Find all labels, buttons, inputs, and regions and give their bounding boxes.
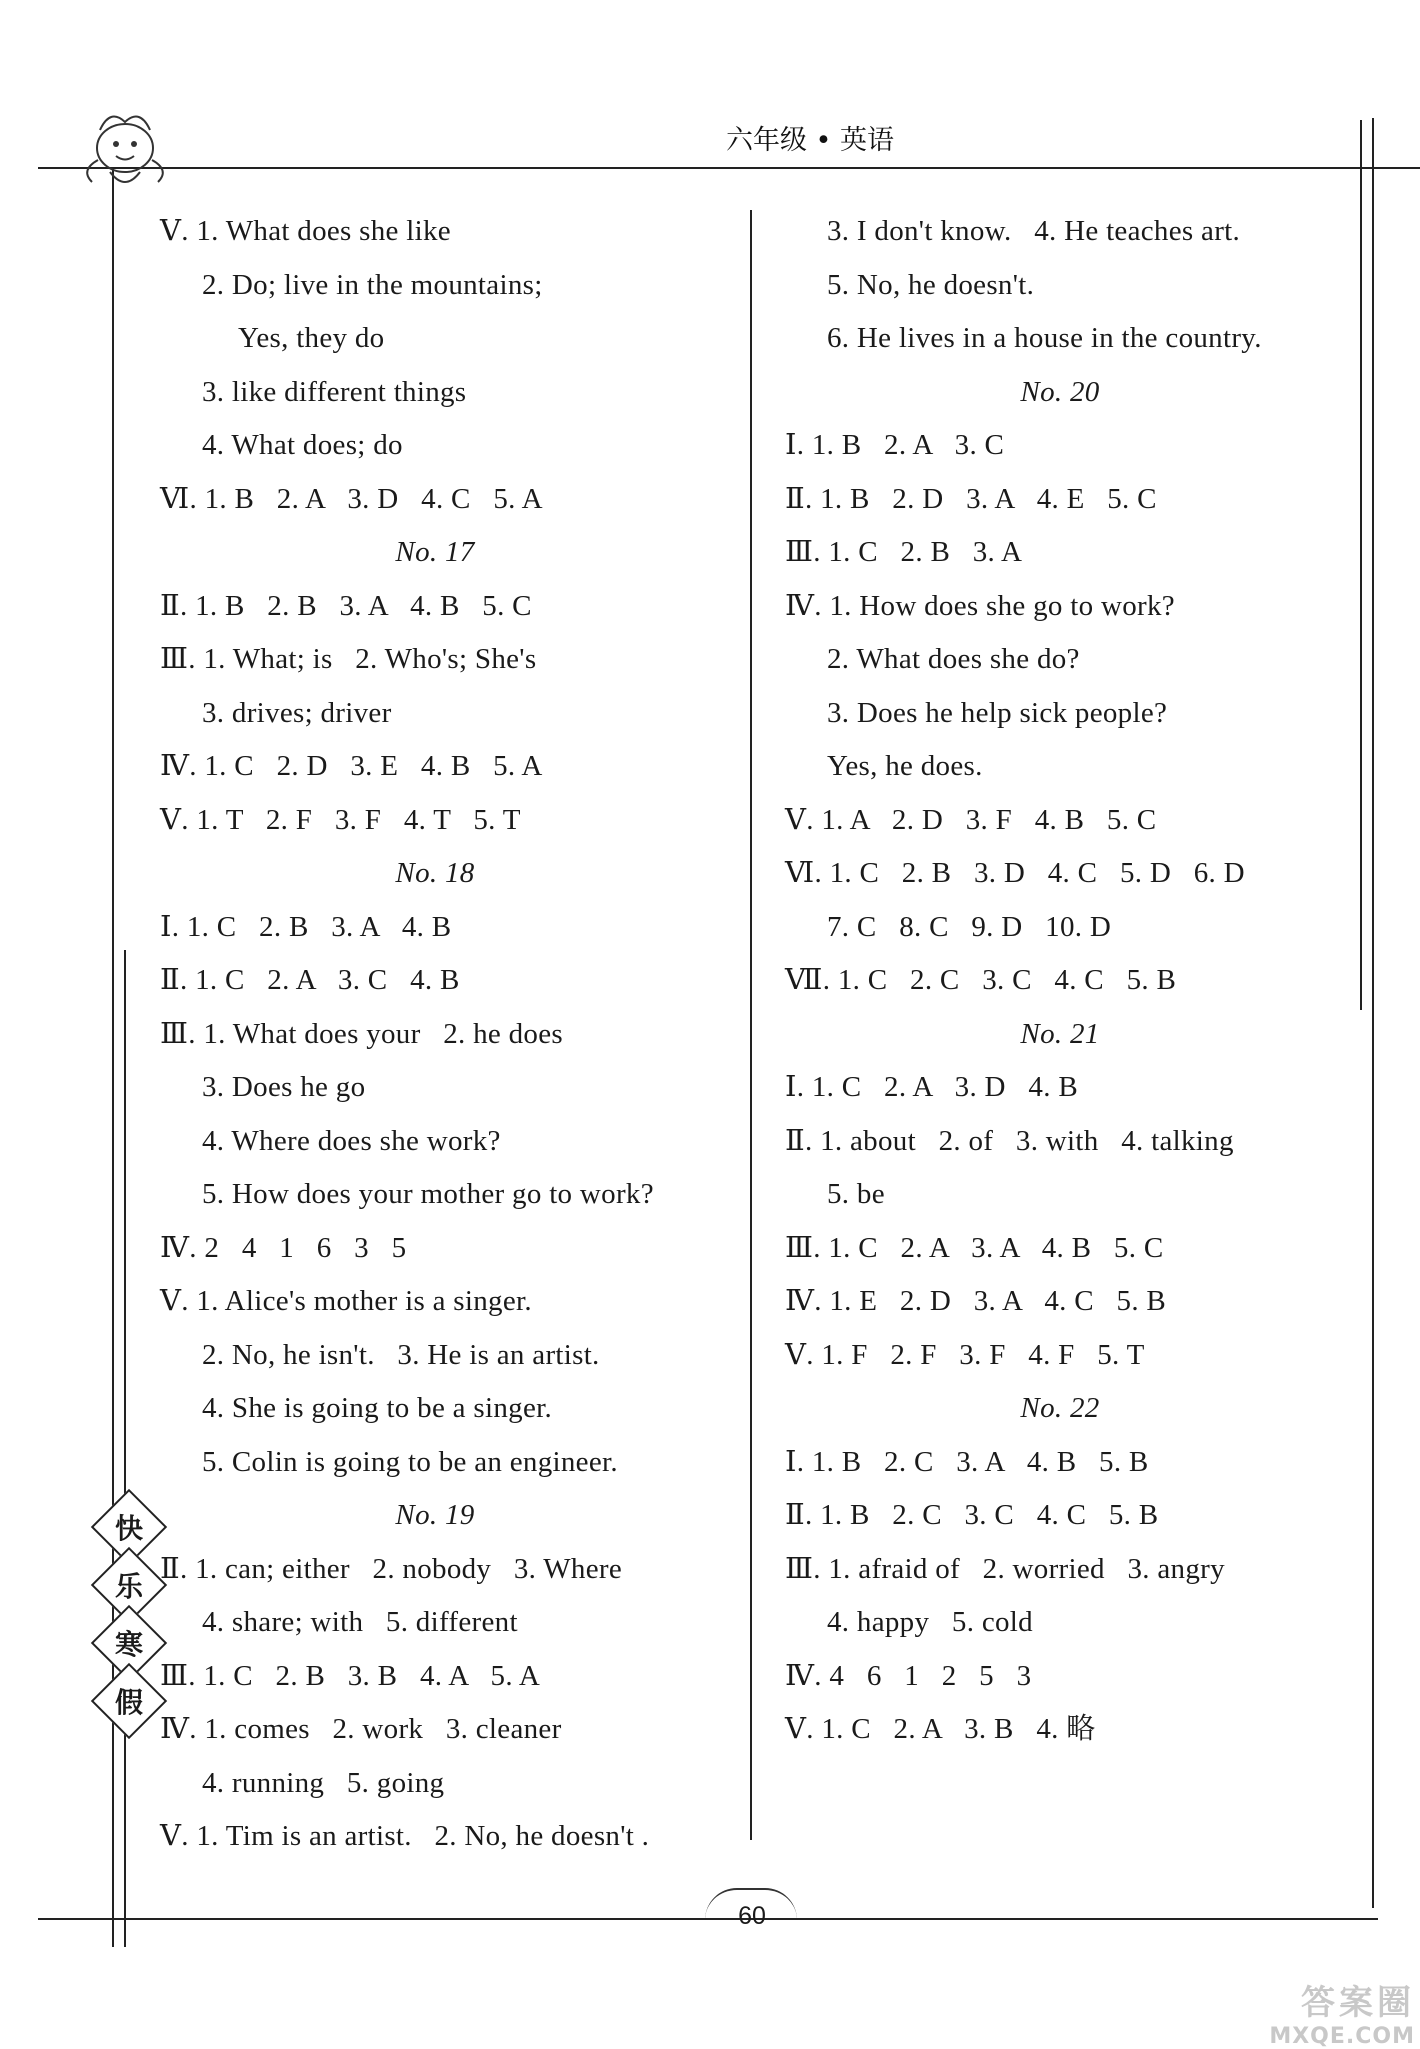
answer-line: Ⅴ. 1. F 2. F 3. F 4. F 5. T [785,1338,1145,1371]
answer-line: 4. share; with 5. different [202,1606,518,1638]
section-heading: No. 20 [1020,375,1100,408]
answer-line: Ⅴ. 1. Tim is an artist. 2. No, he doesn't . [160,1820,650,1852]
answer-line: 5. How does your mother go to work? [202,1178,654,1210]
side-badge: 假 [91,1663,167,1739]
header-title: 六年级 • 英语 [725,125,895,156]
side-badges [92,1500,172,1732]
answer-line: 5. Colin is going to be an engineer. [202,1445,618,1478]
answer-line: Ⅴ. 1. C 2. A 3. B 4. 略 [785,1713,1096,1745]
answer-line: 2. Do; live in the mountains; [202,268,543,301]
answer-line: Ⅲ. 1. C 2. B 3. A [785,536,1023,568]
answer-line: Ⅴ. 1. What does she like [160,215,451,247]
answer-line: Ⅱ. 1. B 2. D 3. A 4. E 5. C [785,482,1157,515]
left-margin-rule-inner [124,950,126,1947]
answer-line: Ⅲ. 1. afraid of 2. worried 3. angry [785,1552,1225,1585]
answer-line: Ⅱ. 1. C 2. A 3. C 4. B [160,964,460,996]
answer-line: Ⅱ. 1. B 2. B 3. A 4. B 5. C [160,589,532,622]
side-badge: 寒 [91,1605,167,1681]
answer-line: 3. Does he go [202,1071,366,1103]
answer-line: Yes, he does. [827,750,983,782]
answer-line: 6. He lives in a house in the country. [827,322,1262,354]
answer-line: Ⅵ. 1. C 2. B 3. D 4. C 5. D 6. D [785,857,1245,889]
answer-line: 2. No, he isn't. 3. He is an artist. [202,1338,600,1371]
answer-line: Yes, they do [238,322,385,354]
answer-line: Ⅴ. 1. Alice's mother is a singer. [160,1285,532,1317]
section-heading: No. 18 [395,857,475,889]
answer-line: Ⅰ. 1. B 2. C 3. A 4. B 5. B [785,1445,1149,1478]
header-rule [38,167,1420,169]
section-heading: No. 17 [395,536,475,568]
answer-line: 4. What does; do [202,429,403,461]
answer-line: Ⅳ. 1. comes 2. work 3. cleaner [160,1713,562,1745]
answer-line: Ⅳ. 1. E 2. D 3. A 4. C 5. B [785,1285,1167,1317]
answer-line: 2. What does she do? [827,643,1080,675]
answer-line: 4. She is going to be a singer. [202,1392,553,1424]
answer-column-left [160,205,750,1864]
answer-line: 4. happy 5. cold [827,1606,1033,1638]
answer-line: Ⅳ. 1. How does she go to work? [785,589,1175,622]
page-number: 60 [738,1902,766,1930]
answer-line: Ⅲ. 1. What does your 2. he does [160,1017,563,1050]
answer-column-right [785,205,1375,1757]
answer-line: Ⅳ. 1. C 2. D 3. E 4. B 5. A [160,750,543,782]
side-badge: 快 [91,1489,167,1565]
section-heading: No. 22 [1020,1392,1100,1424]
answer-line: 5. be [827,1178,885,1210]
answer-line: Ⅵ. 1. B 2. A 3. D 4. C 5. A [160,482,543,515]
watermark [1190,1975,1415,2049]
answer-line: Ⅰ. 1. C 2. B 3. A 4. B [160,910,452,943]
answer-line: Ⅲ. 1. What; is 2. Who's; She's [160,643,537,675]
side-badge: 乐 [91,1547,167,1623]
answer-line: 3. drives; driver [202,696,392,729]
answer-line: Ⅰ. 1. B 2. A 3. C [785,429,1005,461]
section-heading: No. 19 [395,1499,475,1531]
answer-line: Ⅶ. 1. C 2. C 3. C 4. C 5. B [785,964,1177,996]
answer-line: Ⅲ. 1. C 2. A 3. A 4. B 5. C [785,1231,1164,1264]
answer-line: Ⅱ. 1. about 2. of 3. with 4. talking [785,1124,1234,1157]
section-heading: No. 21 [1020,1017,1100,1050]
column-divider [750,210,752,1840]
answer-line: 5. No, he doesn't. [827,268,1035,301]
answer-line: 4. Where does she work? [202,1124,501,1157]
watermark-url: MXQE.COM [1269,2024,1415,2049]
answer-line: Ⅳ. 2 4 1 6 3 5 [160,1231,407,1264]
answer-line: 3. like different things [202,375,467,408]
answer-line: 3. Does he help sick people? [827,696,1168,729]
answer-line: Ⅰ. 1. C 2. A 3. D 4. B [785,1071,1078,1103]
watermark-brand: 答案圈 [1301,1983,1415,2023]
answer-line: 3. I don't know. 4. He teaches art. [827,215,1241,247]
answer-line: Ⅴ. 1. A 2. D 3. F 4. B 5. C [785,803,1157,836]
mascot-logo-icon [70,100,180,200]
answer-line: Ⅴ. 1. T 2. F 3. F 4. T 5. T [160,803,521,836]
answer-line: Ⅱ. 1. can; either 2. nobody 3. Where [160,1552,623,1585]
answer-line: Ⅳ. 4 6 1 2 5 3 [785,1659,1032,1692]
answer-line: 4. running 5. going [202,1766,445,1799]
answer-line: Ⅲ. 1. C 2. B 3. B 4. A 5. A [160,1659,541,1692]
answer-line: Ⅱ. 1. B 2. C 3. C 4. C 5. B [785,1499,1159,1531]
answer-line: 7. C 8. C 9. D 10. D [827,910,1112,943]
